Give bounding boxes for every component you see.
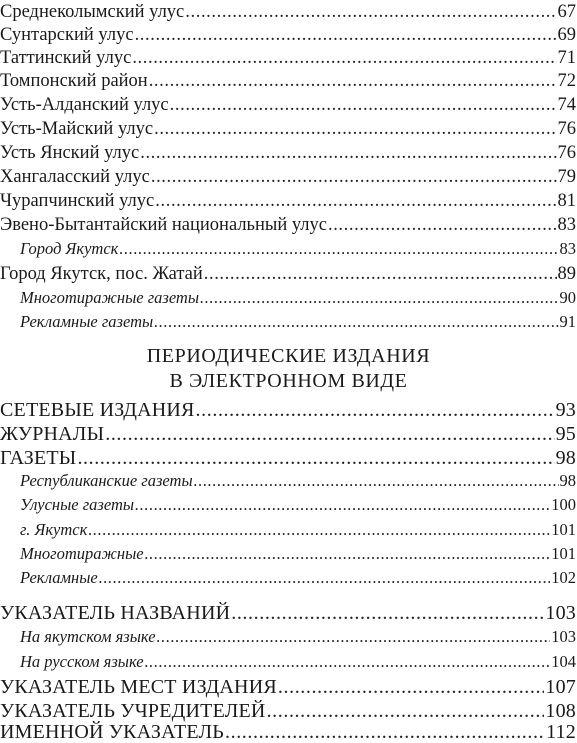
toc-entry-title: Чурапчинский улус	[0, 191, 155, 211]
dot-leader	[145, 654, 551, 671]
toc-entry[interactable]	[0, 400, 576, 420]
toc-page-number: 74	[557, 95, 576, 115]
toc-subentry[interactable]	[20, 290, 576, 307]
toc-entry[interactable]	[0, 72, 576, 91]
toc-subentry-title: Город Якутск	[20, 239, 119, 258]
dot-leader	[154, 314, 558, 331]
dot-leader	[119, 241, 558, 258]
toc-page-number: 101	[551, 520, 576, 539]
toc-entry[interactable]	[0, 265, 576, 284]
toc-subentry-title: На якутском языке	[20, 627, 156, 646]
dot-leader	[170, 96, 557, 115]
toc-page-number: 90	[559, 288, 576, 307]
dot-leader	[77, 448, 554, 468]
toc-page-number: 93	[555, 399, 576, 421]
toc-subentry[interactable]	[20, 241, 576, 258]
dot-leader	[135, 26, 557, 45]
toc-entry[interactable]	[0, 96, 576, 115]
toc-page-number: 108	[545, 700, 576, 722]
dot-leader	[204, 265, 557, 284]
toc-entry[interactable]	[0, 701, 576, 721]
dot-leader	[267, 701, 545, 721]
toc-entry-title: УКАЗАТЕЛЬ НАЗВАНИЙ	[0, 602, 231, 624]
toc-entry-title: Эвено-Бытантайский национальный улус	[0, 215, 327, 235]
dot-leader	[151, 168, 557, 187]
toc-page-number: 83	[559, 239, 576, 258]
toc-entry[interactable]	[0, 168, 576, 187]
toc-entry[interactable]	[0, 192, 576, 211]
dot-leader	[145, 546, 551, 563]
toc-entry-title: Сунтарский улус	[0, 25, 134, 45]
dot-leader	[99, 570, 551, 587]
dot-leader	[200, 290, 558, 307]
section-heading-line-1: ПЕРИОДИЧЕСКИЕ ИЗДАНИЯ	[146, 345, 431, 367]
dot-leader	[154, 120, 556, 139]
toc-entry[interactable]	[0, 603, 576, 623]
toc-entry-title: ИМЕННОЙ УКАЗАТЕЛЬ	[0, 721, 224, 743]
dot-leader	[157, 629, 551, 646]
dot-leader	[140, 144, 556, 163]
toc-subentry-title: Многотиражные	[20, 544, 144, 563]
toc-entry[interactable]	[0, 26, 576, 45]
toc-page-number: 76	[557, 143, 576, 163]
dot-leader	[135, 497, 550, 514]
dot-leader	[196, 400, 555, 420]
toc-entry-title: Усть-Алданский улус	[0, 95, 169, 115]
toc-page-number: 69	[557, 25, 576, 45]
toc-page-number: 71	[557, 48, 576, 68]
toc-entry-title: ГАЗЕТЫ	[0, 447, 77, 469]
toc-page-number: 83	[557, 215, 576, 235]
toc-entry-title: Хангаласский улус	[0, 167, 150, 187]
toc-subentry-title: Республиканские газеты	[20, 471, 193, 490]
toc-page-number: 101	[551, 544, 576, 563]
toc-entry-title: Город Якутск, пос. Жатай	[0, 264, 203, 284]
toc-page-number: 95	[555, 423, 576, 445]
toc-subentry-title: Рекламные газеты	[20, 312, 154, 331]
toc-subentry[interactable]	[20, 473, 576, 490]
toc-entry-title: ЖУРНАЛЫ	[0, 423, 105, 445]
toc-entry[interactable]	[0, 448, 576, 468]
toc-page-number: 104	[551, 652, 576, 671]
toc-page-number: 107	[545, 676, 576, 698]
dot-leader	[185, 3, 556, 22]
toc-entry[interactable]	[0, 424, 576, 444]
toc-entry-title: Среднеколымский улус	[0, 2, 185, 22]
toc-entry-title: УКАЗАТЕЛЬ МЕСТ ИЗДАНИЯ	[0, 676, 277, 698]
toc-subentry-title: г. Якутск	[20, 520, 88, 539]
dot-leader	[132, 49, 556, 68]
toc-page-number: 98	[559, 471, 576, 490]
dot-leader	[88, 522, 550, 539]
toc-subentry[interactable]	[20, 654, 576, 671]
dot-leader	[155, 192, 556, 211]
toc-entry-title: СЕТЕВЫЕ ИЗДАНИЯ	[0, 399, 195, 421]
toc-subentry-title: На русском языке	[20, 652, 144, 671]
toc-subentry-title: Многотиражные газеты	[20, 288, 200, 307]
dot-leader	[149, 72, 557, 91]
toc-page-number: 76	[557, 119, 576, 139]
dot-leader	[328, 216, 557, 235]
toc-entry-title: Таттинский улус	[0, 48, 132, 68]
dot-leader	[231, 603, 544, 623]
toc-subentry[interactable]	[20, 546, 576, 563]
toc-entry-title: УКАЗАТЕЛЬ УЧРЕДИТЕЛЕЙ	[0, 700, 266, 722]
toc-subentry[interactable]	[20, 314, 576, 331]
toc-page-number: 89	[557, 264, 576, 284]
toc-subentry[interactable]	[20, 570, 576, 587]
toc-page-number: 103	[545, 602, 576, 624]
dot-leader	[278, 677, 545, 697]
toc-page-number: 112	[546, 721, 576, 743]
toc-entry[interactable]	[0, 120, 576, 139]
toc-entry-title: Томпонский район	[0, 71, 148, 91]
toc-subentry[interactable]	[20, 522, 576, 539]
toc-subentry-title: Улусные газеты	[20, 495, 135, 514]
dot-leader	[105, 424, 554, 444]
toc-page-number: 100	[551, 495, 576, 514]
toc-entry[interactable]	[0, 3, 576, 22]
toc-entry[interactable]	[0, 216, 576, 235]
toc-entry[interactable]	[0, 144, 576, 163]
toc-page-number: 79	[557, 167, 576, 187]
toc-subentry[interactable]	[20, 497, 576, 514]
toc-page-number: 98	[555, 447, 576, 469]
toc-entry-title: Усть Янский улус	[0, 143, 140, 163]
toc-page-number: 102	[551, 568, 576, 587]
toc-page-number: 72	[557, 71, 576, 91]
toc-page-number: 91	[559, 312, 576, 331]
toc-subentry-title: Рекламные	[20, 568, 98, 587]
toc-entry-title: Усть-Майский улус	[0, 119, 154, 139]
toc-entry[interactable]	[0, 49, 576, 68]
section-heading-line-2: В ЭЛЕКТРОННОМ ВИДЕ	[169, 370, 408, 392]
toc-entry[interactable]	[0, 722, 576, 742]
dot-leader	[225, 722, 545, 742]
toc-page-number: 81	[557, 191, 576, 211]
dot-leader	[194, 473, 559, 490]
toc-subentry[interactable]	[20, 629, 576, 646]
toc-page-number: 103	[551, 627, 576, 646]
toc-entry[interactable]	[0, 677, 576, 697]
toc-page-number: 67	[557, 2, 576, 22]
